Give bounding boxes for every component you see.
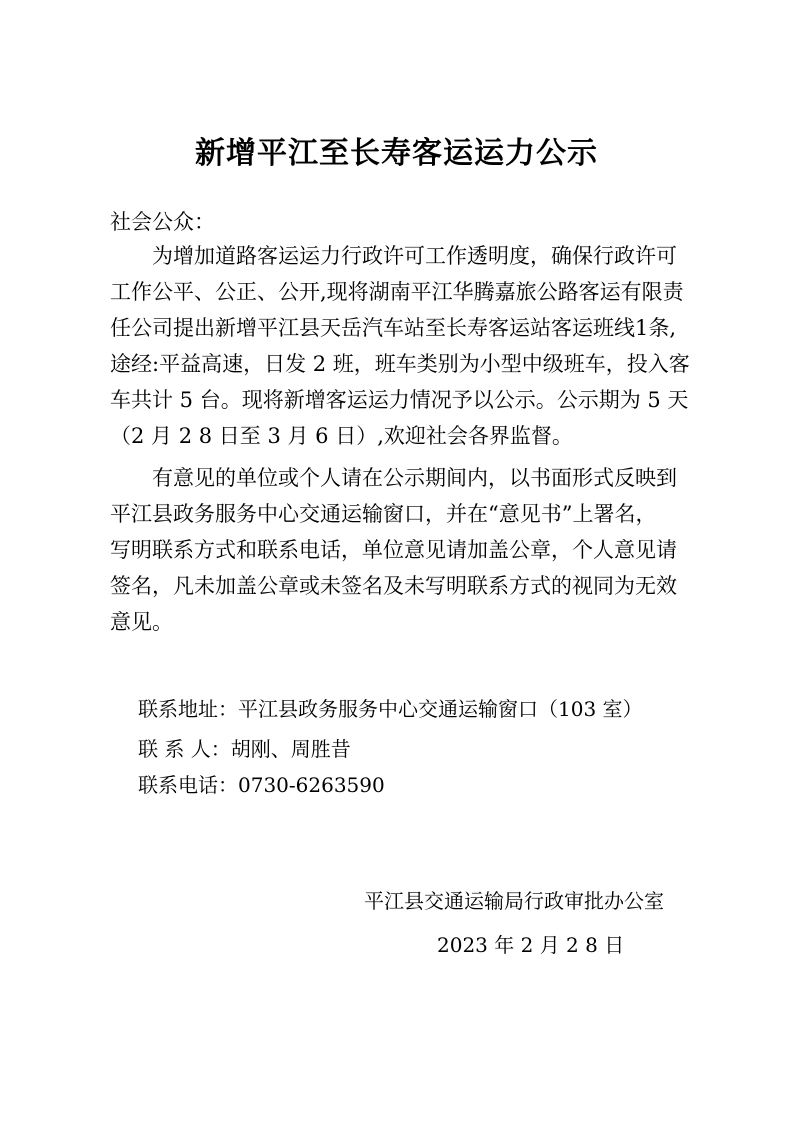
- paragraph-announcement: [110, 238, 690, 454]
- issuer: 平江县交通运输局行政审批办公室: [364, 889, 664, 913]
- paragraph-feedback: [110, 460, 690, 640]
- paragraph-line: 意见。: [110, 610, 173, 634]
- paragraph-line: 途经:平益高速，日发 2 班，班车类别为小型中级班车，投入客: [110, 352, 690, 376]
- paragraph-line: 工作公平、公正、公开,现将湖南平江华腾嘉旅公路客运有限责: [110, 280, 684, 304]
- document-title: 新增平江至长寿客运运力公示: [195, 136, 598, 171]
- paragraph-line: 车共计 5 台。现将新增客运运力情况予以公示。公示期为 5 天: [110, 388, 689, 412]
- paragraph-line: 签名，凡未加盖公章或未签名及未写明联系方式的视同为无效: [110, 574, 677, 598]
- contact-person: 联 系 人：胡刚、周胜昔: [138, 737, 351, 761]
- paragraph-line: 为增加道路客运运力行政许可工作透明度，确保行政许可: [110, 244, 677, 268]
- issue-date: 2023 年 2 月 2 8 日: [437, 933, 625, 957]
- contact-phone: 联系电话：0730-6263590: [138, 773, 385, 797]
- paragraph-line: 有意见的单位或个人请在公示期间内，以书面形式反映到: [110, 466, 677, 490]
- paragraph-line: 写明联系方式和联系电话，单位意见请加盖公章，个人意见请: [110, 538, 677, 562]
- salutation: 社会公众：: [110, 210, 215, 234]
- paragraph-line: （2 月 2 8 日至 3 月 6 日）,欢迎社会各界监督。: [110, 424, 573, 448]
- contact-address: 联系地址：平江县政务服务中心交通运输窗口（103 室）: [138, 697, 643, 721]
- paragraph-line: 平江县政务服务中心交通运输窗口，并在“意见书”上署名，: [110, 502, 657, 526]
- paragraph-line: 任公司提出新增平江县天岳汽车站至长寿客运站客运班线1条,: [110, 316, 677, 340]
